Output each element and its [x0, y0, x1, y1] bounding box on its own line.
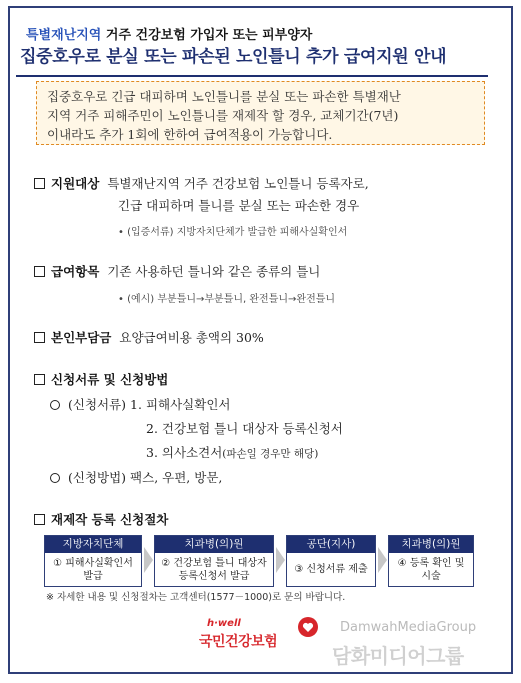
section-copay-desc: 요양급여비용 총액의 30% — [119, 330, 264, 345]
document-header — [16, 8, 486, 74]
watermark-korean: 담화미디어그룹 — [332, 644, 464, 668]
method-line — [50, 468, 222, 486]
section-items-title: 급여항목 — [51, 264, 100, 279]
process-step-3-head: 공단(지사) — [287, 536, 375, 553]
section-docs-title: 신청서류 및 신청방법 — [51, 372, 169, 387]
process-step-2-body-2: 등록신청서 발급 — [178, 571, 250, 582]
notice-line-2: 지역 거주 피해주민이 노인틀니를 재제작 할 경우, 교체기간(7년) — [47, 108, 399, 123]
header-highlight: 특별재난지역 — [26, 28, 102, 43]
header-subtitle — [26, 24, 312, 43]
section-target-title: 지원대상 — [51, 176, 100, 191]
checkbox-square-icon — [34, 178, 45, 189]
process-step-3-body-1: ③ 신청서류 제출 — [294, 564, 368, 575]
process-step-3 — [286, 535, 376, 587]
process-step-4-head: 치과병(의)원 — [389, 536, 473, 553]
process-step-4-body-2: 시술 — [421, 571, 441, 582]
doc-item-3-main: 3. 의사소견서 — [146, 445, 223, 460]
checkbox-square-icon — [34, 514, 45, 525]
logo-name: 국민건강보험 — [199, 634, 278, 650]
circle-bullet-icon — [50, 473, 60, 483]
section-target-desc-1: 특별재난지역 거주 건강보험 노인틀니 등록자로, — [107, 176, 369, 191]
docs-label: (신청서류) — [68, 397, 127, 412]
process-step-4 — [388, 535, 474, 587]
process-step-1-body-2: 발급 — [83, 571, 103, 582]
section-copay-title: 본인부담금 — [51, 330, 112, 345]
heart-icon — [297, 616, 319, 638]
process-step-1-body-1: ① 피해사실확인서 — [53, 558, 133, 569]
process-step-1 — [44, 535, 142, 587]
notice-line-3: 이내라도 추가 1회에 한하여 급여적용이 가능합니다. — [47, 127, 333, 142]
method-value: 팩스, 우편, 방문, — [130, 470, 223, 485]
process-step-2-head: 치과병(의)원 — [155, 536, 273, 553]
doc-item-3 — [146, 443, 318, 461]
docs-list — [50, 395, 230, 413]
process-step-1-head: 지방자치단체 — [45, 536, 141, 553]
section-items-desc: 기존 사용하던 틀니와 같은 종류의 틀니 — [107, 264, 321, 279]
section-copay — [34, 328, 264, 346]
section-items — [34, 262, 320, 280]
document-title: 집중호우로 분실 또는 파손된 노인틀니 추가 급여지원 안내 — [20, 47, 447, 67]
circle-bullet-icon — [50, 400, 60, 410]
arrow-right-icon — [276, 547, 285, 573]
section-target-note: • (입증서류) 지방자치단체가 발급한 피해사실확인서 — [118, 227, 348, 238]
process-step-2-body-1: ② 건강보험 틀니 대상자 — [161, 558, 267, 569]
nhis-logo — [199, 616, 323, 656]
section-docs — [34, 370, 168, 388]
process-step-4-body-1: ④ 등록 확인 및 — [397, 558, 465, 569]
arrow-right-icon — [144, 547, 153, 573]
watermark-english: DamwahMediaGroup — [340, 620, 477, 635]
section-items-note: • (예시) 부분틀니→부분틀니, 완전틀니→완전틀니 — [118, 294, 336, 305]
header-subtitle-rest: 거주 건강보험 가입자 또는 피부양자 — [101, 28, 313, 43]
arrow-right-icon — [378, 547, 387, 573]
process-step-2 — [154, 535, 274, 587]
method-label: (신청방법) — [68, 470, 127, 485]
notice-box — [36, 81, 485, 145]
doc-item-2: 2. 건강보험 틀니 대상자 등록신청서 — [146, 421, 343, 436]
section-target-desc-2: 긴급 대피하며 틀니를 분실 또는 파손한 경우 — [118, 198, 360, 213]
header-divider — [16, 75, 488, 77]
checkbox-square-icon — [34, 374, 45, 385]
section-process — [34, 510, 168, 528]
notice-line-1: 집중호우로 긴급 대피하며 노인틀니를 분실 또는 파손한 특별재난 — [47, 89, 401, 104]
checkbox-square-icon — [34, 266, 45, 277]
section-process-title: 재제작 등록 신청절차 — [51, 512, 169, 527]
doc-item-1: 1. 피해사실확인서 — [130, 397, 231, 412]
doc-item-3-note: (파손일 경우만 해당) — [222, 448, 319, 460]
checkbox-square-icon — [34, 332, 45, 343]
process-footnote: ※ 자세한 내용 및 신청절차는 고객센터(1577－1000)로 문의 바랍니다. — [46, 592, 346, 603]
logo-tagline: h·well — [207, 618, 241, 629]
section-target — [34, 174, 369, 192]
